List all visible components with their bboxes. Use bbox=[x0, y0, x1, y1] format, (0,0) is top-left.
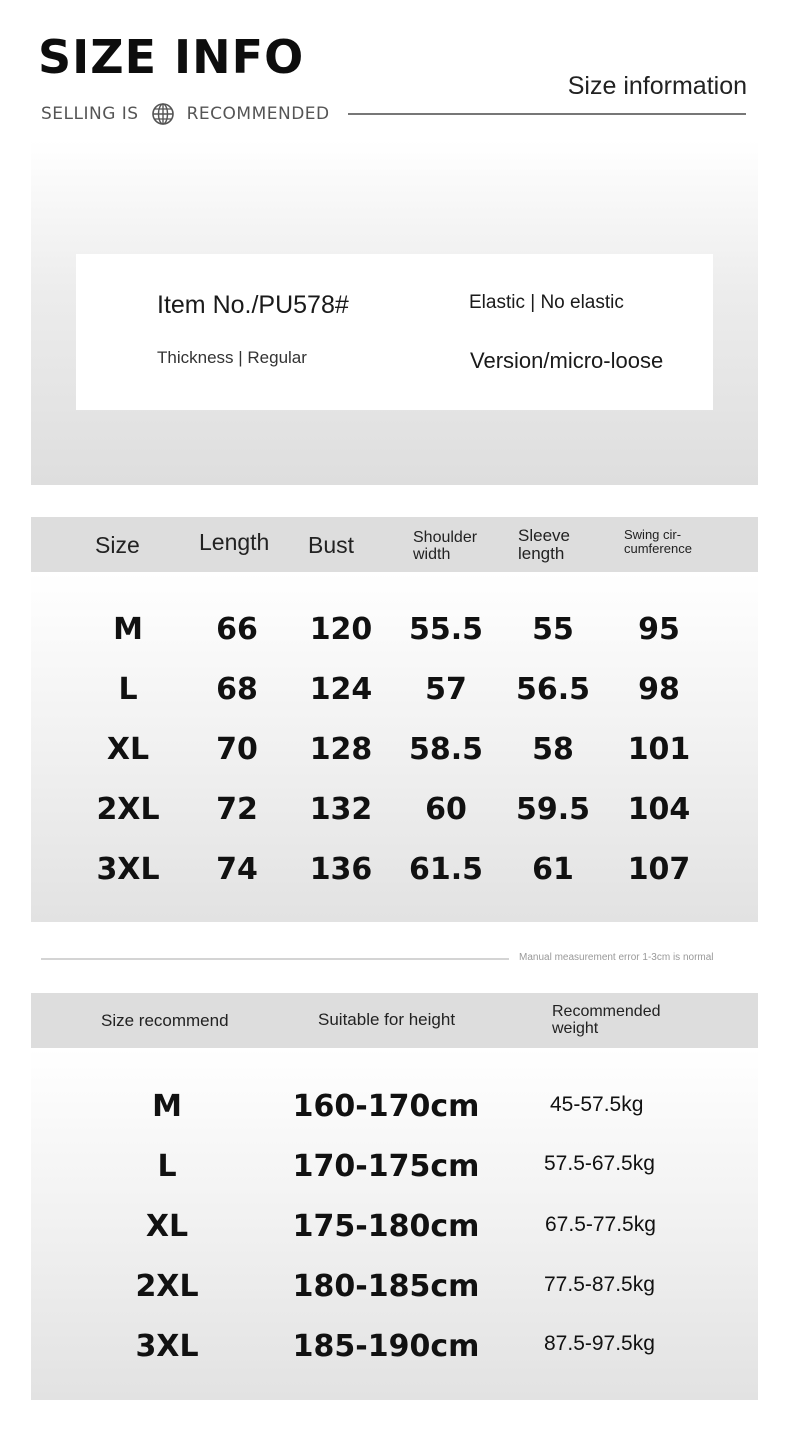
table-cell: 3XL bbox=[135, 1329, 199, 1364]
table-cell: 2XL bbox=[96, 792, 160, 827]
measurement-note: Manual measurement error 1-3cm is normal bbox=[519, 952, 714, 963]
page-title: SIZE INFO bbox=[38, 30, 305, 84]
table-cell: XL bbox=[145, 1209, 189, 1244]
col-header-length: Length bbox=[199, 529, 270, 555]
item-number: Item No./PU578# bbox=[157, 291, 349, 319]
section-subtitle: Size information bbox=[567, 72, 747, 100]
col-header-sleeve-line2: length bbox=[518, 543, 565, 563]
table-cell: 58 bbox=[532, 732, 574, 767]
table-cell: 57 bbox=[425, 672, 467, 707]
table-cell: 120 bbox=[309, 612, 373, 647]
col-header-sleeve-line1: Sleeve bbox=[518, 526, 570, 545]
table-cell: 59.5 bbox=[515, 792, 591, 827]
tagline-part-1: SELLING IS bbox=[41, 104, 139, 124]
col-header-bust: Bust bbox=[308, 532, 355, 558]
note-divider bbox=[41, 958, 509, 960]
col-header-sleeve bbox=[518, 527, 570, 563]
header-divider bbox=[348, 113, 746, 115]
col-header-swing-line1: Swing cir- bbox=[624, 527, 682, 542]
col-header-swing bbox=[624, 528, 692, 555]
version-info: Version/micro-loose bbox=[470, 348, 664, 373]
col-header-weight bbox=[552, 1004, 661, 1038]
table-cell: 68 bbox=[216, 672, 258, 707]
table-cell: 3XL bbox=[96, 852, 160, 887]
col-header-size-recommend: Size recommend bbox=[101, 1011, 229, 1030]
table-cell: 170-175cm bbox=[292, 1149, 480, 1184]
col-header-shoulder-line1: Shoulder bbox=[413, 529, 478, 546]
table-cell: 124 bbox=[309, 672, 373, 707]
table-cell: 180-185cm bbox=[292, 1269, 480, 1304]
table-cell: 136 bbox=[309, 852, 373, 887]
table-cell: 66 bbox=[216, 612, 258, 647]
thickness-info: Thickness | Regular bbox=[157, 348, 307, 367]
col-header-shoulder-line2: width bbox=[413, 545, 451, 563]
table-cell: 128 bbox=[309, 732, 373, 767]
table-cell: 98 bbox=[638, 672, 680, 707]
tagline-part-2: RECOMMENDED bbox=[186, 104, 330, 124]
table-cell: M bbox=[113, 612, 143, 647]
table-cell: 72 bbox=[216, 792, 258, 827]
table-cell: 60 bbox=[425, 792, 467, 827]
table-cell: 70 bbox=[216, 732, 258, 767]
table-cell: M bbox=[152, 1089, 182, 1124]
table-cell: 55.5 bbox=[408, 612, 484, 647]
table-cell: 58.5 bbox=[408, 732, 484, 767]
table-cell: L bbox=[118, 672, 138, 707]
table-cell: 175-180cm bbox=[292, 1209, 480, 1244]
table-cell: 61.5 bbox=[408, 852, 484, 887]
table-cell: 104 bbox=[627, 792, 691, 827]
col-header-height: Suitable for height bbox=[318, 1010, 456, 1029]
globe-icon bbox=[151, 102, 175, 126]
table-cell: 160-170cm bbox=[292, 1089, 480, 1124]
table-cell: 95 bbox=[638, 612, 680, 647]
table-cell: 61 bbox=[532, 852, 574, 887]
table-cell: 132 bbox=[309, 792, 373, 827]
table-cell: 101 bbox=[627, 732, 691, 767]
table-cell: L bbox=[157, 1149, 177, 1184]
table-cell: 45-57.5kg bbox=[550, 1093, 644, 1116]
header-tagline bbox=[41, 102, 330, 126]
table-cell: XL bbox=[106, 732, 150, 767]
table-cell: 57.5-67.5kg bbox=[544, 1152, 655, 1175]
col-header-size: Size bbox=[95, 532, 140, 558]
table-cell: 185-190cm bbox=[292, 1329, 480, 1364]
col-header-weight-line1: Recommended bbox=[552, 1003, 661, 1020]
table-cell: 87.5-97.5kg bbox=[544, 1332, 655, 1355]
table-cell: 55 bbox=[532, 612, 574, 647]
table-cell: 2XL bbox=[135, 1269, 199, 1304]
table-cell: 107 bbox=[627, 852, 691, 887]
col-header-shoulder bbox=[413, 530, 477, 564]
col-header-weight-line2: weight bbox=[552, 1019, 599, 1037]
elastic-info: Elastic | No elastic bbox=[469, 292, 624, 313]
table-cell: 77.5-87.5kg bbox=[544, 1273, 655, 1296]
info-card bbox=[76, 254, 713, 410]
table-cell: 74 bbox=[216, 852, 258, 887]
col-header-swing-line2: cumference bbox=[624, 540, 692, 556]
table-cell: 67.5-77.5kg bbox=[545, 1213, 656, 1236]
table-cell: 56.5 bbox=[515, 672, 591, 707]
